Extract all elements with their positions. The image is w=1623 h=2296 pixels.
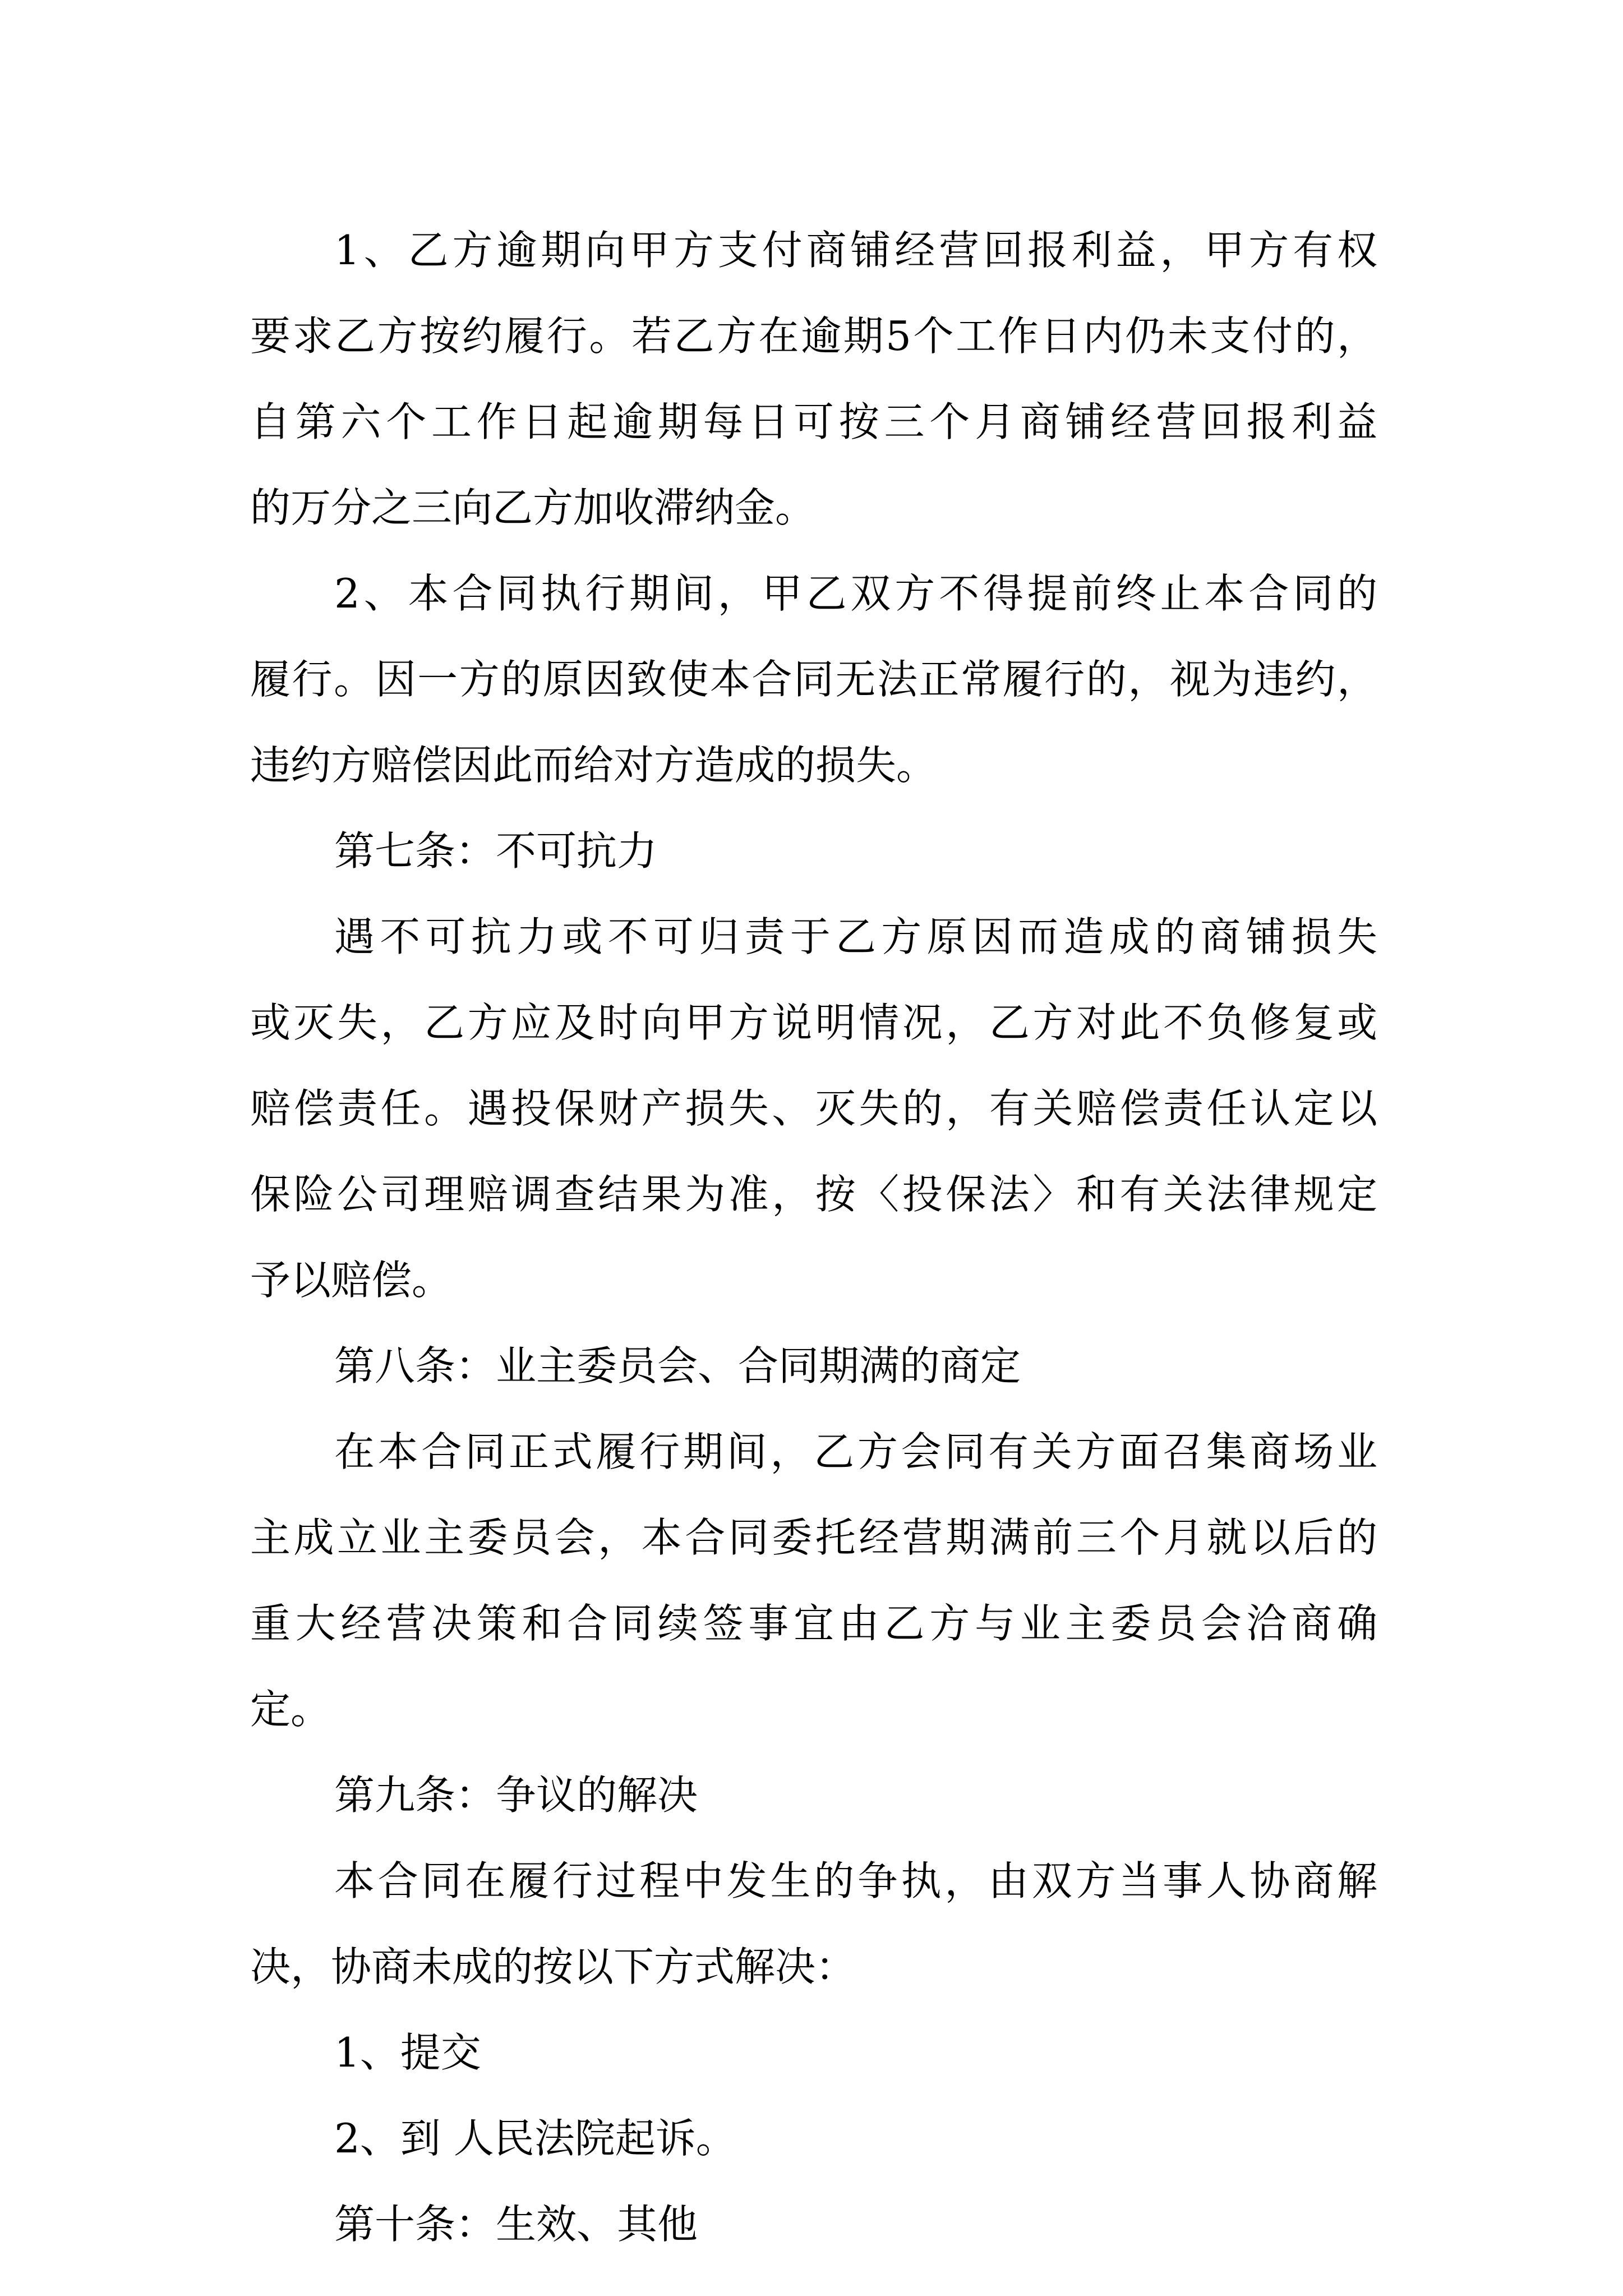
list-item: 1、提交 [334,2029,481,2076]
paragraph-line: 要求乙方按约履行。若乙方在逾期5个工作日内仍未支付的， [250,312,1377,360]
paragraph-line: 决，协商未成的按以下方式解决： [250,1943,856,1990]
paragraph-line: 遇不可抗力或不可归责于乙方原因而造成的商铺损失 [334,913,1377,960]
section-heading: 第十条：生效、其他 [334,2201,698,2248]
paragraph-line: 赔偿责任。遇投保财产损失、灭失的，有关赔偿责任认定以 [250,1085,1377,1132]
paragraph-line: 的万分之三向乙方加收滞纳金。 [250,484,816,531]
paragraph-line: 予以赔偿。 [250,1257,453,1304]
paragraph-line: 主成立业主委员会，本合同委托经营期满前三个月就以后的 [250,1514,1377,1561]
paragraph-line: 违约方赔偿因此而给对方造成的损失。 [250,742,937,789]
paragraph-line: 本合同在履行过程中发生的争执，由双方当事人协商解 [334,1857,1377,1904]
paragraph-line: 履行。因一方的原因致使本合同无法正常履行的，视为违约， [250,656,1377,703]
paragraph-line: 定。 [250,1686,331,1733]
document-body [250,208,1377,2267]
section-heading: 第八条：业主委员会、合同期满的商定 [334,1342,1021,1389]
section-heading: 第九条：争议的解决 [334,1772,698,1819]
list-item: 2、到 人民法院起诉。 [334,2115,736,2162]
paragraph-line: 自第六个工作日起逾期每日可按三个月商铺经营回报利益 [250,398,1377,445]
paragraph-line: 保险公司理赔调查结果为准，按〈投保法〉和有关法律规定 [250,1171,1377,1218]
paragraph-line: 2、本合同执行期间，甲乙双方不得提前终止本合同的 [334,570,1377,617]
paragraph-line: 或灭失，乙方应及时向甲方说明情况，乙方对此不负修复或 [250,999,1377,1046]
paragraph-line: 重大经营决策和合同续签事宜由乙方与业主委员会洽商确 [250,1600,1377,1647]
paragraph-line: 1、乙方逾期向甲方支付商铺经营回报利益，甲方有权 [334,227,1377,274]
paragraph-line: 在本合同正式履行期间，乙方会同有关方面召集商场业 [334,1428,1377,1475]
section-heading: 第七条：不可抗力 [334,827,658,875]
